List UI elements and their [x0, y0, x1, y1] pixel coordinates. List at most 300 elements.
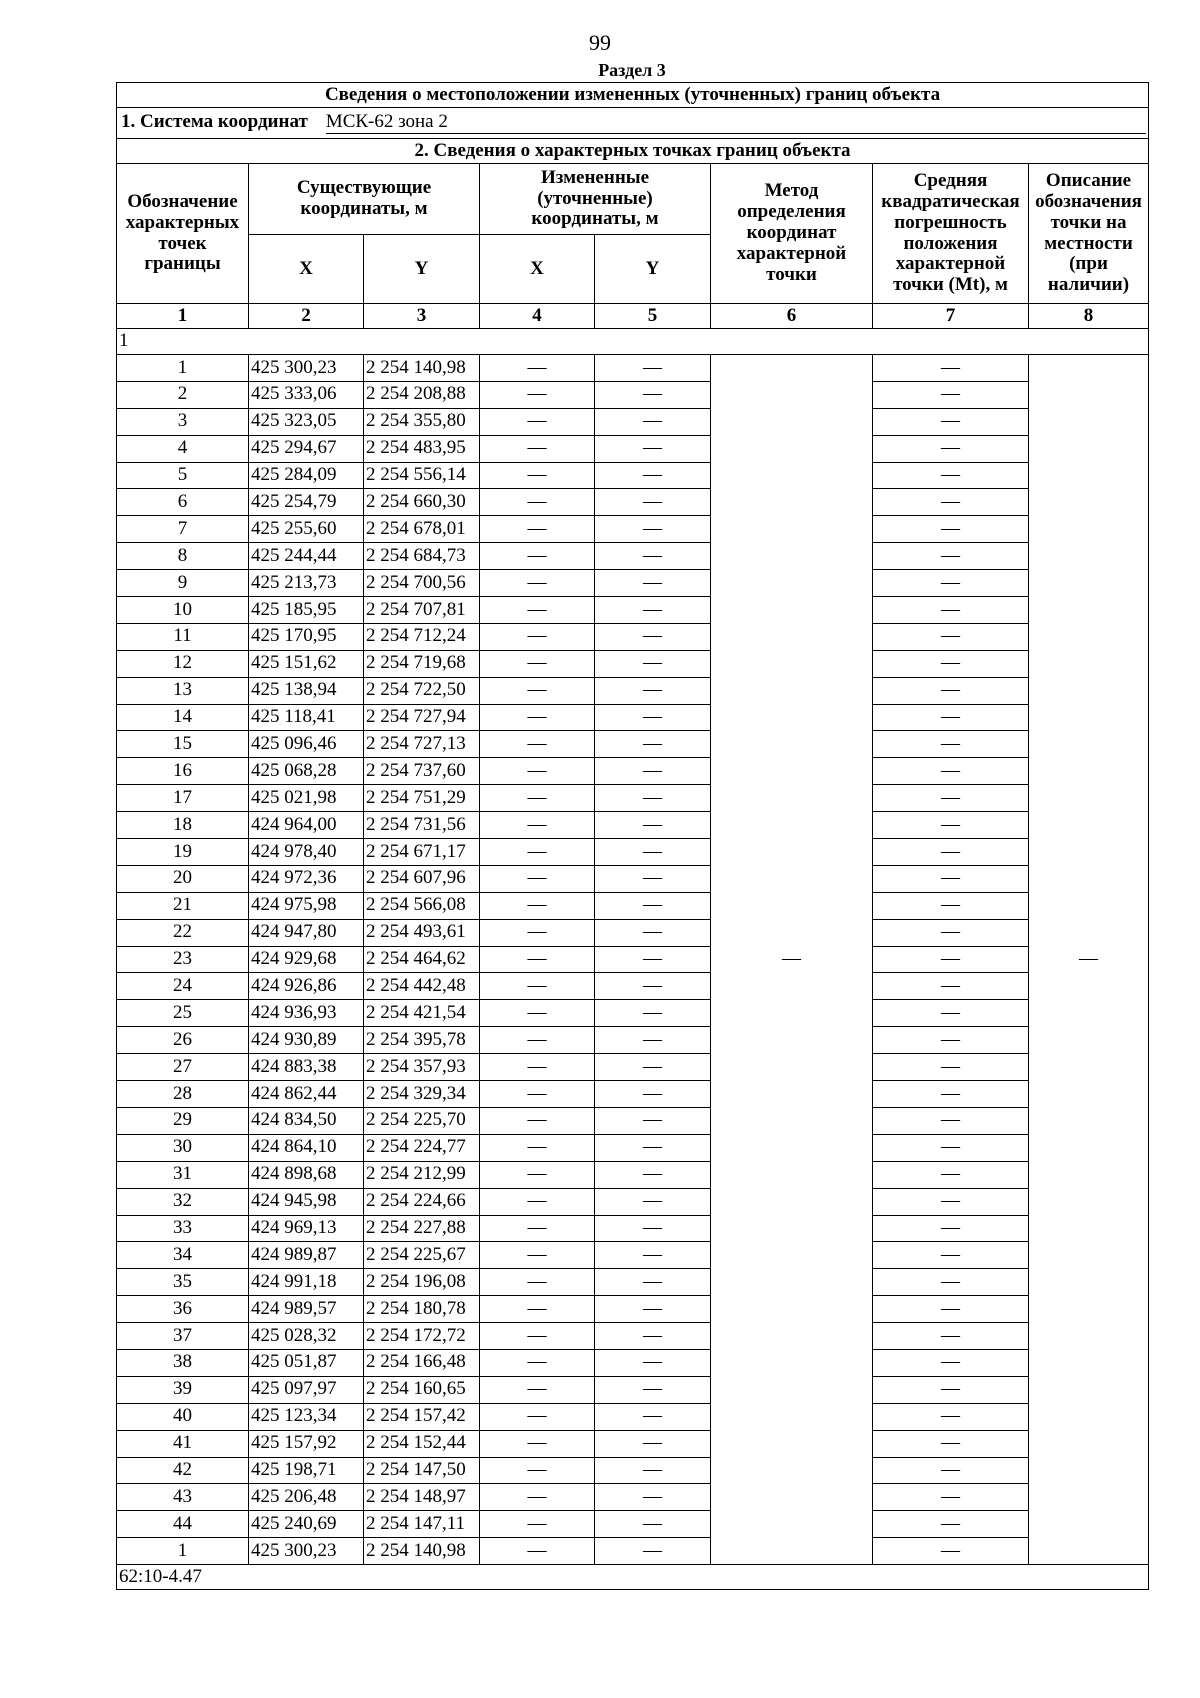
column-number-8: 8 [1029, 304, 1149, 329]
table-row [117, 946, 1149, 973]
changed-x-cell: — [480, 946, 595, 973]
changed-y-cell: — [595, 1430, 711, 1457]
page-number: 99 [589, 30, 611, 55]
changed-x-cell: — [480, 1349, 595, 1376]
changed-x-cell: — [480, 1134, 595, 1161]
point-number-cell: 44 [117, 1511, 249, 1538]
changed-x-cell: — [480, 1376, 595, 1403]
header-changed-y: Y [595, 235, 711, 304]
changed-x-cell: — [480, 408, 595, 435]
existing-x-cell: 424 947,80 [249, 919, 364, 946]
table-row [117, 462, 1149, 489]
existing-x-cell: 425 294,67 [249, 435, 364, 462]
existing-x-cell: 425 244,44 [249, 543, 364, 570]
changed-x-cell: — [480, 1457, 595, 1484]
point-number-cell: 1 [117, 355, 249, 382]
existing-y-cell: 2 254 225,67 [364, 1242, 480, 1269]
changed-y-cell: — [595, 1538, 711, 1565]
mean-error-cell: — [873, 1161, 1029, 1188]
mean-error-cell: — [873, 489, 1029, 516]
existing-x-cell: 424 883,38 [249, 1054, 364, 1081]
changed-y-cell: — [595, 839, 711, 866]
changed-y-cell: — [595, 677, 711, 704]
changed-y-cell: — [595, 1081, 711, 1108]
changed-y-cell: — [595, 462, 711, 489]
point-number-cell: 42 [117, 1457, 249, 1484]
existing-x-cell: 425 206,48 [249, 1484, 364, 1511]
existing-y-cell: 2 254 140,98 [364, 355, 480, 382]
changed-x-cell: — [480, 1188, 595, 1215]
header-existing-coordinates: Существующие координаты, м [249, 164, 480, 235]
changed-y-cell: — [595, 812, 711, 839]
table-row [117, 731, 1149, 758]
changed-x-cell: — [480, 1430, 595, 1457]
changed-y-cell: — [595, 1403, 711, 1430]
existing-y-cell: 2 254 751,29 [364, 785, 480, 812]
table-row [117, 408, 1149, 435]
table-row [117, 1323, 1149, 1350]
header-description: Описание обозначения точки на местности (при наличии) [1029, 164, 1149, 304]
changed-x-cell: — [480, 1107, 595, 1134]
existing-x-cell: 424 898,68 [249, 1161, 364, 1188]
existing-y-cell: 2 254 727,94 [364, 704, 480, 731]
mean-error-cell: — [873, 1000, 1029, 1027]
mean-error-cell: — [873, 1457, 1029, 1484]
table-row [117, 865, 1149, 892]
table-row [117, 543, 1149, 570]
existing-x-cell: 424 834,50 [249, 1107, 364, 1134]
header-changed-coordinates: Измененные (уточненные) координаты, м [480, 164, 711, 235]
mean-error-cell: — [873, 570, 1029, 597]
method-cell: — [711, 355, 873, 1565]
point-number-cell: 15 [117, 731, 249, 758]
mean-error-cell: — [873, 1538, 1029, 1565]
changed-x-cell: — [480, 1538, 595, 1565]
mean-error-cell: — [873, 355, 1029, 382]
changed-x-cell: — [480, 381, 595, 408]
mean-error-cell: — [873, 1511, 1029, 1538]
table-row [117, 973, 1149, 1000]
mean-error-cell: — [873, 1215, 1029, 1242]
table-row [117, 623, 1149, 650]
changed-y-cell: — [595, 1107, 711, 1134]
existing-x-cell: 424 945,98 [249, 1188, 364, 1215]
changed-y-cell: — [595, 1188, 711, 1215]
point-number-cell: 19 [117, 839, 249, 866]
point-number-cell: 8 [117, 543, 249, 570]
mean-error-cell: — [873, 462, 1029, 489]
table-row [117, 489, 1149, 516]
point-number-cell: 39 [117, 1376, 249, 1403]
column-number-4: 4 [480, 304, 595, 329]
existing-y-cell: 2 254 196,08 [364, 1269, 480, 1296]
existing-y-cell: 2 254 464,62 [364, 946, 480, 973]
existing-y-cell: 2 254 395,78 [364, 1027, 480, 1054]
table-row [117, 435, 1149, 462]
changed-y-cell: — [595, 973, 711, 1000]
changed-x-cell: — [480, 543, 595, 570]
existing-y-cell: 2 254 712,24 [364, 623, 480, 650]
changed-y-cell: — [595, 1161, 711, 1188]
changed-y-cell: — [595, 408, 711, 435]
existing-x-cell: 424 978,40 [249, 839, 364, 866]
existing-y-cell: 2 254 355,80 [364, 408, 480, 435]
point-number-cell: 30 [117, 1134, 249, 1161]
existing-x-cell: 424 989,57 [249, 1296, 364, 1323]
changed-y-cell: — [595, 570, 711, 597]
point-number-cell: 18 [117, 812, 249, 839]
point-number-cell: 35 [117, 1269, 249, 1296]
existing-y-cell: 2 254 737,60 [364, 758, 480, 785]
existing-x-cell: 425 185,95 [249, 597, 364, 624]
mean-error-cell: — [873, 650, 1029, 677]
point-number-cell: 37 [117, 1323, 249, 1350]
mean-error-cell: — [873, 865, 1029, 892]
mean-error-cell: — [873, 435, 1029, 462]
changed-x-cell: — [480, 1161, 595, 1188]
existing-x-cell: 424 991,18 [249, 1269, 364, 1296]
mean-error-cell: — [873, 1054, 1029, 1081]
mean-error-cell: — [873, 677, 1029, 704]
existing-x-cell: 424 989,87 [249, 1242, 364, 1269]
table-row [117, 1054, 1149, 1081]
changed-y-cell: — [595, 1511, 711, 1538]
points-section-title: 2. Сведения о характерных точках границ объекта [117, 139, 1149, 164]
changed-x-cell: — [480, 731, 595, 758]
footer-row [117, 1565, 1149, 1590]
changed-x-cell: — [480, 1269, 595, 1296]
table-row [117, 1242, 1149, 1269]
existing-y-cell: 2 254 148,97 [364, 1484, 480, 1511]
existing-x-cell: 425 021,98 [249, 785, 364, 812]
existing-x-cell: 425 051,87 [249, 1349, 364, 1376]
existing-y-cell: 2 254 421,54 [364, 1000, 480, 1027]
existing-y-cell: 2 254 566,08 [364, 892, 480, 919]
existing-x-cell: 424 972,36 [249, 865, 364, 892]
mean-error-cell: — [873, 704, 1029, 731]
changed-x-cell: — [480, 355, 595, 382]
table-row [117, 570, 1149, 597]
mean-error-cell: — [873, 1430, 1029, 1457]
changed-y-cell: — [595, 1215, 711, 1242]
column-number-5: 5 [595, 304, 711, 329]
existing-y-cell: 2 254 166,48 [364, 1349, 480, 1376]
changed-x-cell: — [480, 623, 595, 650]
table-row [117, 1511, 1149, 1538]
point-number-cell: 17 [117, 785, 249, 812]
point-number-cell: 27 [117, 1054, 249, 1081]
changed-x-cell: — [480, 1403, 595, 1430]
point-number-cell: 22 [117, 919, 249, 946]
changed-y-cell: — [595, 1269, 711, 1296]
changed-x-cell: — [480, 650, 595, 677]
point-number-cell: 33 [117, 1215, 249, 1242]
table-row [117, 704, 1149, 731]
existing-x-cell: 425 028,32 [249, 1323, 364, 1350]
existing-x-cell: 425 300,23 [249, 1538, 364, 1565]
mean-error-cell: — [873, 516, 1029, 543]
point-number-cell: 25 [117, 1000, 249, 1027]
mean-error-cell: — [873, 623, 1029, 650]
existing-x-cell: 425 157,92 [249, 1430, 364, 1457]
mean-error-cell: — [873, 543, 1029, 570]
changed-y-cell: — [595, 892, 711, 919]
mean-error-cell: — [873, 1296, 1029, 1323]
changed-x-cell: — [480, 919, 595, 946]
existing-y-cell: 2 254 157,42 [364, 1403, 480, 1430]
existing-y-cell: 2 254 225,70 [364, 1107, 480, 1134]
changed-y-cell: — [595, 543, 711, 570]
changed-x-cell: — [480, 973, 595, 1000]
mean-error-cell: — [873, 892, 1029, 919]
changed-y-cell: — [595, 355, 711, 382]
table-row [117, 919, 1149, 946]
existing-x-cell: 424 975,98 [249, 892, 364, 919]
point-number-cell: 7 [117, 516, 249, 543]
table-row [117, 1027, 1149, 1054]
table-row [117, 1349, 1149, 1376]
existing-y-cell: 2 254 707,81 [364, 597, 480, 624]
point-number-cell: 2 [117, 381, 249, 408]
existing-y-cell: 2 254 722,50 [364, 677, 480, 704]
point-number-cell: 26 [117, 1027, 249, 1054]
column-number-7: 7 [873, 304, 1029, 329]
table-row [117, 516, 1149, 543]
existing-y-cell: 2 254 442,48 [364, 973, 480, 1000]
column-number-3: 3 [364, 304, 480, 329]
point-number-cell: 16 [117, 758, 249, 785]
header-existing-y: Y [364, 235, 480, 304]
existing-y-cell: 2 254 224,77 [364, 1134, 480, 1161]
changed-y-cell: — [595, 1457, 711, 1484]
point-number-cell: 38 [117, 1349, 249, 1376]
changed-y-cell: — [595, 1349, 711, 1376]
changed-y-cell: — [595, 865, 711, 892]
changed-x-cell: — [480, 1296, 595, 1323]
existing-y-cell: 2 254 671,17 [364, 839, 480, 866]
table-row [117, 1081, 1149, 1108]
changed-x-cell: — [480, 812, 595, 839]
changed-x-cell: — [480, 1323, 595, 1350]
table-row [117, 677, 1149, 704]
point-number-cell: 36 [117, 1296, 249, 1323]
header-existing-x: X [249, 235, 364, 304]
existing-y-cell: 2 254 152,44 [364, 1430, 480, 1457]
section-title: Раздел 3 [598, 60, 666, 80]
mean-error-cell: — [873, 758, 1029, 785]
changed-x-cell: — [480, 1484, 595, 1511]
changed-y-cell: — [595, 1134, 711, 1161]
changed-y-cell: — [595, 1242, 711, 1269]
point-number-cell: 21 [117, 892, 249, 919]
existing-y-cell: 2 254 493,61 [364, 919, 480, 946]
mean-error-cell: — [873, 785, 1029, 812]
changed-y-cell: — [595, 516, 711, 543]
changed-x-cell: — [480, 704, 595, 731]
existing-y-cell: 2 254 684,73 [364, 543, 480, 570]
existing-y-cell: 2 254 731,56 [364, 812, 480, 839]
table-row [117, 1215, 1149, 1242]
point-number-cell: 29 [117, 1107, 249, 1134]
changed-y-cell: — [595, 1296, 711, 1323]
existing-x-cell: 425 255,60 [249, 516, 364, 543]
changed-y-cell: — [595, 785, 711, 812]
mean-error-cell: — [873, 1484, 1029, 1511]
changed-y-cell: — [595, 623, 711, 650]
existing-y-cell: 2 254 660,30 [364, 489, 480, 516]
mean-error-cell: — [873, 1323, 1029, 1350]
changed-y-cell: — [595, 489, 711, 516]
changed-x-cell: — [480, 677, 595, 704]
point-number-cell: 10 [117, 597, 249, 624]
existing-x-cell: 425 240,69 [249, 1511, 364, 1538]
column-number-2: 2 [249, 304, 364, 329]
existing-x-cell: 425 333,06 [249, 381, 364, 408]
table-row [117, 650, 1149, 677]
existing-y-cell: 2 254 483,95 [364, 435, 480, 462]
table-row [117, 1134, 1149, 1161]
changed-y-cell: — [595, 946, 711, 973]
existing-y-cell: 2 254 140,98 [364, 1538, 480, 1565]
mean-error-cell: — [873, 597, 1029, 624]
existing-x-cell: 425 170,95 [249, 623, 364, 650]
footer-note: 62:10-4.47 [117, 1565, 1149, 1590]
existing-y-cell: 2 254 357,93 [364, 1054, 480, 1081]
changed-y-cell: — [595, 597, 711, 624]
existing-y-cell: 2 254 727,13 [364, 731, 480, 758]
table-row [117, 355, 1149, 382]
point-number-cell: 24 [117, 973, 249, 1000]
point-number-cell: 1 [117, 1538, 249, 1565]
mean-error-cell: — [873, 1376, 1029, 1403]
existing-y-cell: 2 254 556,14 [364, 462, 480, 489]
table-row [117, 1430, 1149, 1457]
changed-x-cell: — [480, 1081, 595, 1108]
mean-error-cell: — [873, 1403, 1029, 1430]
table-row [117, 1538, 1149, 1565]
description-cell: — [1029, 355, 1149, 1565]
boundary-points-table [116, 82, 1149, 1590]
mean-error-cell: — [873, 973, 1029, 1000]
changed-x-cell: — [480, 758, 595, 785]
header-mean-error: Средняя квадратическая погрешность положения характерной точки (Mt), м [873, 164, 1029, 304]
existing-x-cell: 425 213,73 [249, 570, 364, 597]
table-row [117, 758, 1149, 785]
changed-x-cell: — [480, 839, 595, 866]
table-row [117, 812, 1149, 839]
existing-y-cell: 2 254 212,99 [364, 1161, 480, 1188]
existing-x-cell: 424 964,00 [249, 812, 364, 839]
existing-x-cell: 425 096,46 [249, 731, 364, 758]
point-number-cell: 5 [117, 462, 249, 489]
mean-error-cell: — [873, 1134, 1029, 1161]
coordinate-system-label: 1. Система координат [121, 111, 308, 133]
existing-x-cell: 424 930,89 [249, 1027, 364, 1054]
changed-y-cell: — [595, 758, 711, 785]
existing-x-cell: 425 300,23 [249, 355, 364, 382]
table-row [117, 1188, 1149, 1215]
existing-x-cell: 424 936,93 [249, 1000, 364, 1027]
point-number-cell: 12 [117, 650, 249, 677]
changed-y-cell: — [595, 704, 711, 731]
mean-error-cell: — [873, 812, 1029, 839]
table-row [117, 381, 1149, 408]
point-number-cell: 28 [117, 1081, 249, 1108]
table-row [117, 892, 1149, 919]
point-number-cell: 4 [117, 435, 249, 462]
coordinate-system-row [117, 108, 1149, 139]
mean-error-cell: — [873, 381, 1029, 408]
header-point-designation: Обозначение характерных точек границы [117, 164, 249, 304]
point-number-cell: 9 [117, 570, 249, 597]
mean-error-cell: — [873, 1269, 1029, 1296]
header-changed-x: X [480, 235, 595, 304]
changed-x-cell: — [480, 435, 595, 462]
changed-y-cell: — [595, 1000, 711, 1027]
existing-y-cell: 2 254 180,78 [364, 1296, 480, 1323]
existing-x-cell: 425 138,94 [249, 677, 364, 704]
existing-x-cell: 424 969,13 [249, 1215, 364, 1242]
mean-error-cell: — [873, 1188, 1029, 1215]
point-number-cell: 14 [117, 704, 249, 731]
mean-error-cell: — [873, 1027, 1029, 1054]
changed-y-cell: — [595, 1484, 711, 1511]
existing-y-cell: 2 254 160,65 [364, 1376, 480, 1403]
point-number-cell: 20 [117, 865, 249, 892]
changed-y-cell: — [595, 731, 711, 758]
changed-y-cell: — [595, 381, 711, 408]
changed-x-cell: — [480, 892, 595, 919]
mean-error-cell: — [873, 839, 1029, 866]
existing-y-cell: 2 254 329,34 [364, 1081, 480, 1108]
changed-x-cell: — [480, 785, 595, 812]
existing-x-cell: 425 323,05 [249, 408, 364, 435]
point-number-cell: 6 [117, 489, 249, 516]
existing-x-cell: 425 068,28 [249, 758, 364, 785]
table-row [117, 839, 1149, 866]
point-number-cell: 41 [117, 1430, 249, 1457]
table-row [117, 785, 1149, 812]
point-number-cell: 11 [117, 623, 249, 650]
mean-error-cell: — [873, 919, 1029, 946]
point-number-cell: 32 [117, 1188, 249, 1215]
changed-x-cell: — [480, 1000, 595, 1027]
changed-y-cell: — [595, 919, 711, 946]
existing-y-cell: 2 254 208,88 [364, 381, 480, 408]
changed-y-cell: — [595, 1027, 711, 1054]
mean-error-cell: — [873, 731, 1029, 758]
header-method: Метод определения координат характерной точки [711, 164, 873, 304]
changed-y-cell: — [595, 1323, 711, 1350]
column-number-6: 6 [711, 304, 873, 329]
changed-x-cell: — [480, 516, 595, 543]
existing-y-cell: 2 254 678,01 [364, 516, 480, 543]
changed-x-cell: — [480, 1511, 595, 1538]
existing-x-cell: 424 862,44 [249, 1081, 364, 1108]
existing-y-cell: 2 254 719,68 [364, 650, 480, 677]
existing-y-cell: 2 254 227,88 [364, 1215, 480, 1242]
point-number-cell: 31 [117, 1161, 249, 1188]
coordinate-system-value: МСК-62 зона 2 [326, 112, 1146, 134]
changed-x-cell: — [480, 489, 595, 516]
changed-x-cell: — [480, 1215, 595, 1242]
table-row [117, 1269, 1149, 1296]
changed-x-cell: — [480, 462, 595, 489]
table-title: Сведения о местоположении измененных (уточненных) границ объекта [117, 83, 1149, 108]
table-row [117, 1457, 1149, 1484]
contour-label: 1 [117, 329, 1149, 355]
existing-y-cell: 2 254 700,56 [364, 570, 480, 597]
